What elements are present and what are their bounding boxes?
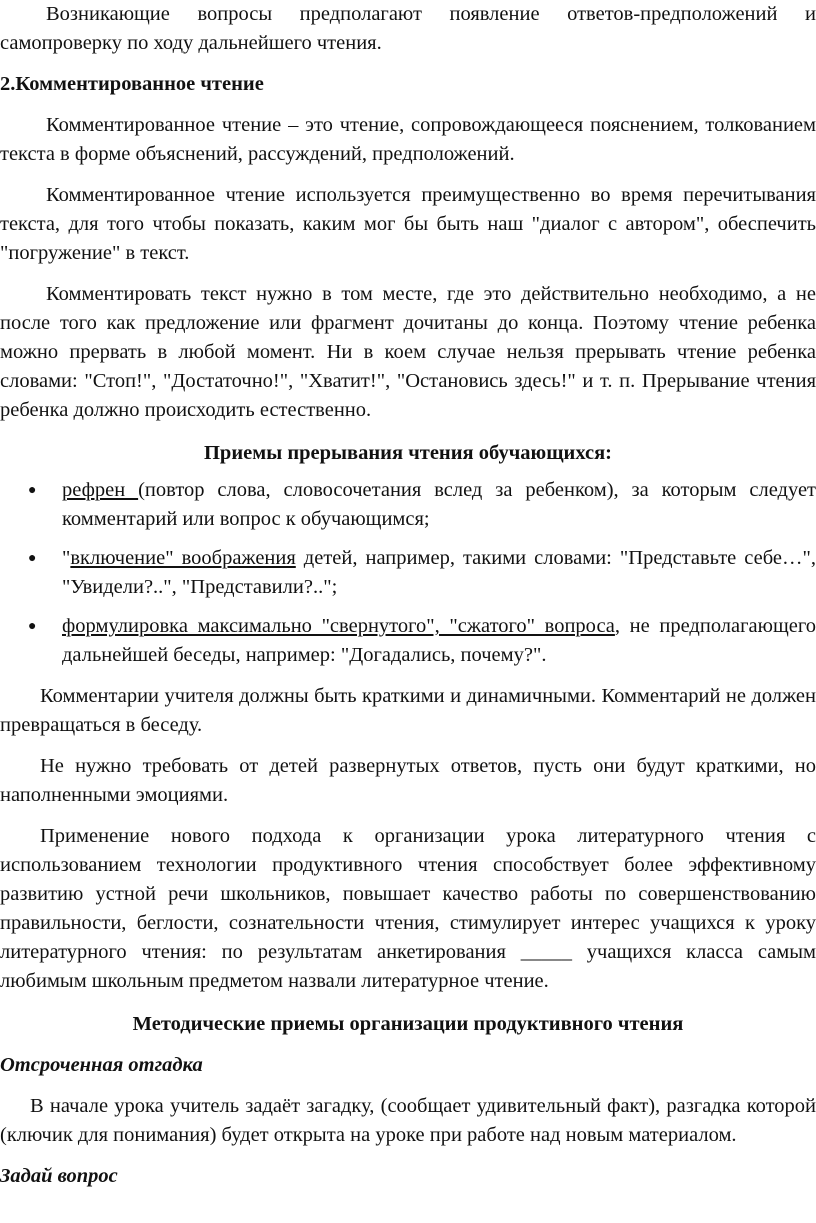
underlined-term: рефрен: [62, 479, 139, 501]
paragraph-riddle: В начале урока учитель задаёт загадку, (сообщает удивительный факт), разгадка которой (ключик для понимания) будет открыта на уроке при работе над новым материалом.: [0, 1095, 816, 1146]
heading-interruption-methods: Приемы прерывания чтения обучающихся:: [203, 442, 613, 464]
paragraph-usage: Комментированное чтение используется преимущественно во время перечитывания текста, для того чтобы показать, каким мог бы быть наш "диалог с автором", обеспечить "погружение" в текст.: [0, 184, 816, 264]
heading-commented-reading: 2.Комментированное чтение: [0, 73, 264, 95]
underlined-term: формулировка максимально "свернутого", "сжатого" вопроса: [62, 615, 615, 637]
heading-techniques: Методические приемы организации продуктивного чтения: [132, 1013, 684, 1035]
list-item: ● формулировка максимально "свернутого", "сжатого" вопроса, не предполагающего дальнейшей беседы, например: "Догадались, почему?".: [0, 612, 816, 670]
list-item: ● рефрен (повтор слова, словосочетания вслед за ребенком), за которым следует комментарий или вопрос к обучающимся;: [0, 476, 816, 534]
paragraph-definition: Комментированное чтение – это чтение, сопровождающееся пояснением, толкованием текста в форме объяснений, рассуждений, предположений.: [0, 114, 816, 165]
heading-ask-question: Задай вопрос: [0, 1165, 118, 1187]
bullet-icon: ●: [28, 483, 37, 498]
interruption-list: [0, 476, 816, 670]
paragraph-comments-brief: Комментарии учителя должны быть краткими и динамичными. Комментарий не должен превращаться в беседу.: [0, 685, 816, 736]
paragraph-approach: Применение нового подхода к организации урока литературного чтения с использованием технологии продуктивного чтения способствует более эффективному развитию устной речи школьников, повышает качество работы по совершенствованию правильности, беглости, сознательности чтения, стимулирует интерес учащихся к уроку литературного чтения: по результатам анкетирования _____ учащихся класса самым любимым школьным предметом назвали литературное чтение.: [0, 825, 816, 992]
paragraph-answers: Не нужно требовать от детей развернутых ответов, пусть они будут краткими, но наполненными эмоциями.: [0, 755, 816, 806]
bullet-icon: ●: [28, 551, 37, 566]
paragraph-commenting: Комментировать текст нужно в том месте, где это действительно необходимо, а не после того как предложение или фрагмент дочитаны до конца. Поэтому чтение ребенка можно прервать в любой момент. Ни в коем случае нельзя прерывать чтение ребенка словами: "Стоп!", "Достаточно!", "Хватит!", "Остановись здесь!" и т. п. Прерывание чтения ребенка должно происходить естественно.: [0, 283, 816, 421]
list-item: ● "включение" воображения детей, например, такими словами: "Представьте себе…", "Увидели?..", "Представили?..";: [0, 544, 816, 602]
heading-delayed-answer: Отсроченная отгадка: [0, 1054, 203, 1076]
underlined-term: включение" воображения: [70, 547, 296, 569]
bullet-icon: ●: [28, 619, 37, 634]
paragraph-intro: Возникающие вопросы предполагают появление ответов-предположений и самопроверку по ходу дальнейшего чтения.: [0, 3, 816, 54]
